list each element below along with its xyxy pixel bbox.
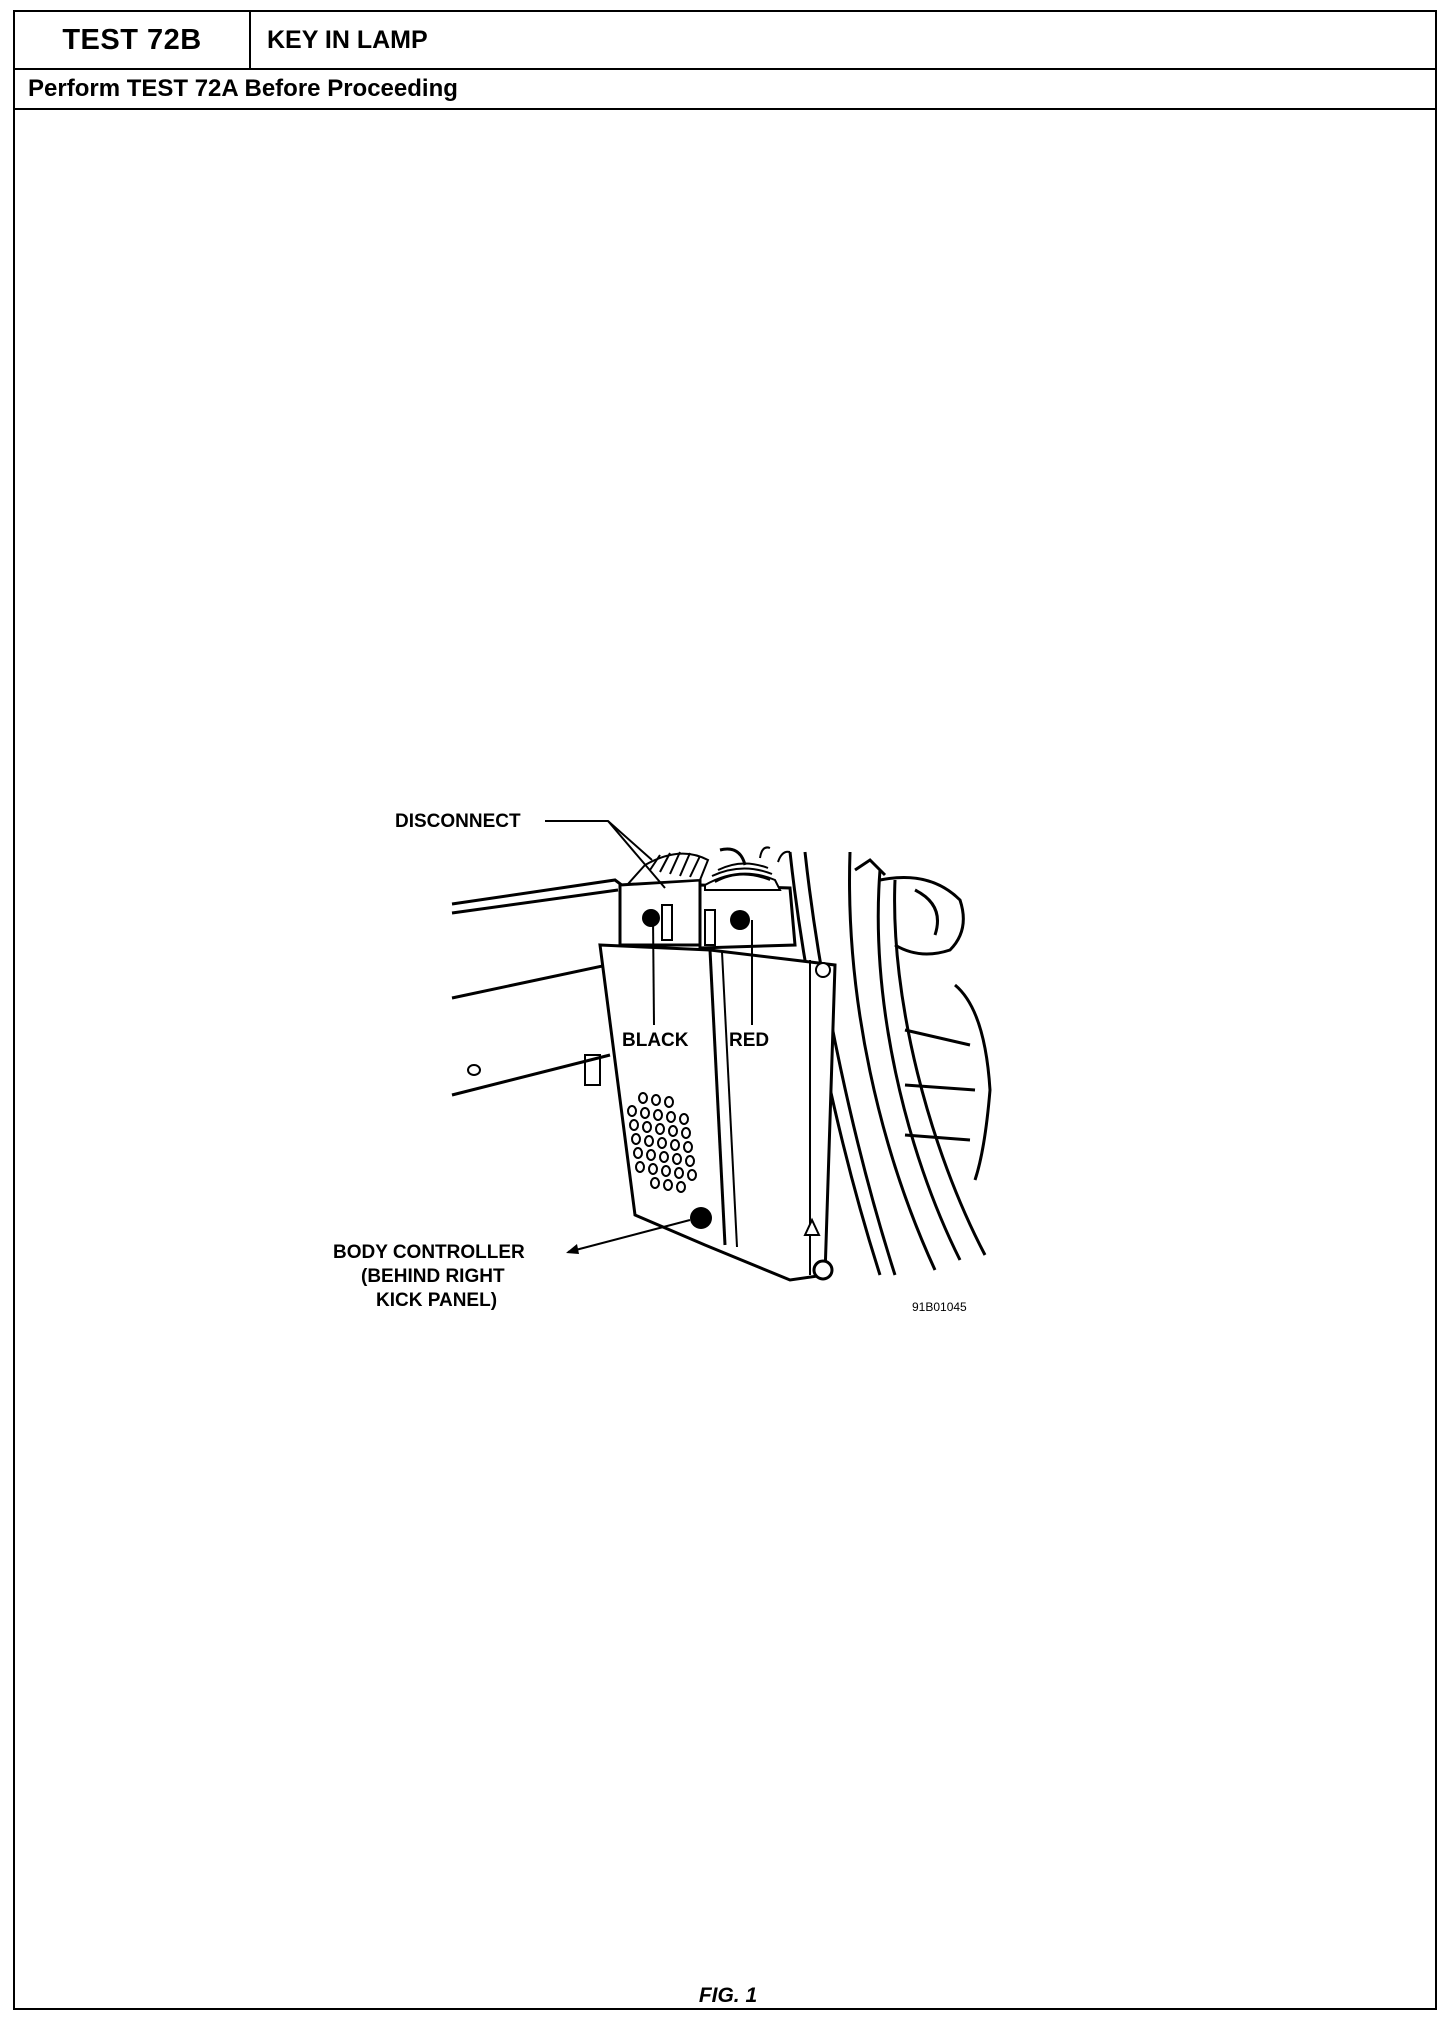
- label-body-controller: BODY CONTROLLER: [333, 1242, 525, 1263]
- label-disconnect: DISCONNECT: [395, 811, 521, 832]
- test-title: KEY IN LAMP: [267, 25, 428, 54]
- label-behind-right: (BEHIND RIGHT: [361, 1266, 505, 1287]
- test-number: TEST 72B: [15, 12, 251, 68]
- label-black: BLACK: [622, 1030, 689, 1051]
- prerequisite-note: Perform TEST 72A Before Proceeding: [15, 70, 1435, 110]
- label-red: RED: [729, 1030, 770, 1051]
- figure-id: 91B01045: [912, 1300, 967, 1314]
- label-kick-panel: KICK PANEL): [376, 1290, 498, 1311]
- figure-caption: FIG. 1: [698, 1984, 758, 2007]
- harness-connectors: [620, 847, 795, 948]
